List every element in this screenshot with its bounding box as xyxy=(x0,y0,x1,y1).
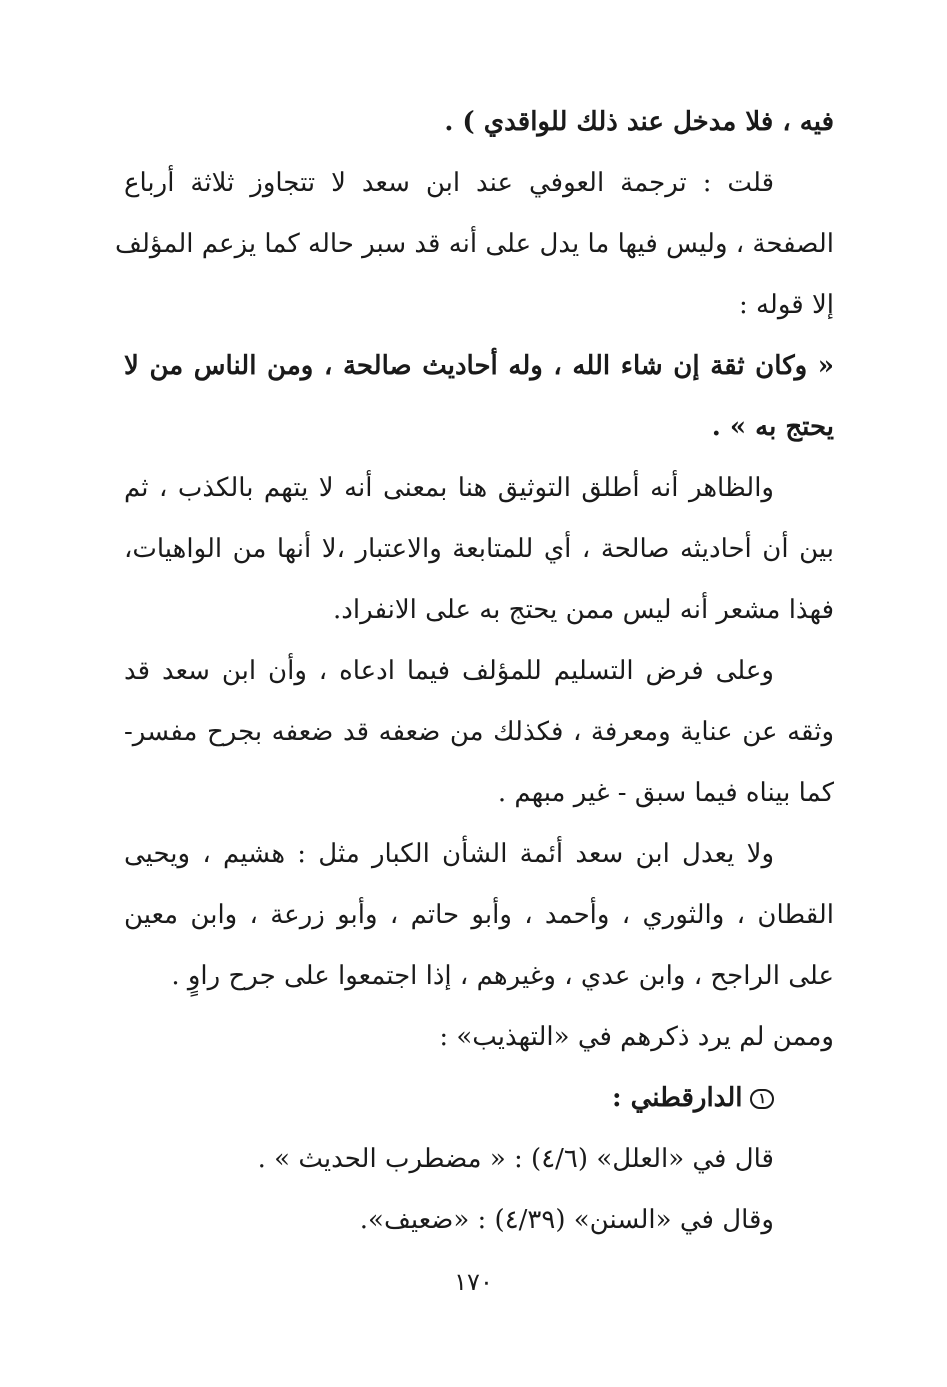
text-line-2: قلت : ترجمة العوفي عند ابن سعد لا تتجاوز ثلاثة أرباع xyxy=(124,168,774,198)
citation-line-2: وقال في «السنن» (٤/٣٩) : «ضعيف». xyxy=(359,1205,774,1235)
text-line-8: وعلى فرض التسليم للمؤلف فيما ادعاه ، وأن ابن سعد قد xyxy=(124,656,774,686)
text-line-14: وممن لم يرد ذكرهم في «التهذيب» : xyxy=(439,1022,834,1052)
text-line-6: بين أن أحاديثه صالحة ، أي للمتابعة والاعتبار ،لا أنها من الواهيات، xyxy=(124,534,834,564)
quote-line-2: يحتج به » . xyxy=(711,412,834,442)
text-line-3: الصفحة ، وليس فيها ما يدل على أنه قد سبر حاله كما يزعم المؤلف xyxy=(115,229,834,259)
citation-line-1: قال في «العلل» (٤/٦) : « مضطرب الحديث » . xyxy=(257,1144,774,1174)
text-line-5: والظاهر أنه أطلق التوثيق هنا بمعنى أنه لا يتهم بالكذب ، ثم xyxy=(124,473,774,503)
text-line-11: ولا يعدل ابن سعد أئمة الشأن الكبار مثل : هشيم ، ويحيى xyxy=(124,839,774,869)
text-line-7: فهذا مشعر أنه ليس ممن يحتج به على الانفراد. xyxy=(333,595,834,625)
text-line-4: إلا قوله : xyxy=(738,290,834,320)
section-heading xyxy=(124,1078,774,1118)
page-number: ١٧٠ xyxy=(454,1268,493,1296)
quote-line-1: « وكان ثقة إن شاء الله ، وله أحاديث صالحة ، ومن الناس من لا xyxy=(124,351,834,381)
footnote-marker: ١ xyxy=(750,1089,774,1109)
section-heading-text: الدارقطني : xyxy=(611,1083,743,1113)
text-line-1: فيه ، فلا مدخل عند ذلك للواقدي ) . xyxy=(444,107,834,137)
text-line-9: وثقه عن عناية ومعرفة ، فكذلك من ضعفه قد ضعفه بجرح مفسر- xyxy=(124,717,834,747)
text-line-10: كما بيناه فيما سبق - غير مبهم . xyxy=(497,778,834,808)
text-line-13: على الراجح ، وابن عدي ، وغيرهم ، إذا اجتمعوا على جرح راوٍ . xyxy=(171,961,834,991)
text-line-12: القطان ، والثوري ، وأحمد ، وأبو حاتم ، وأبو زرعة ، وابن معين xyxy=(124,900,834,930)
